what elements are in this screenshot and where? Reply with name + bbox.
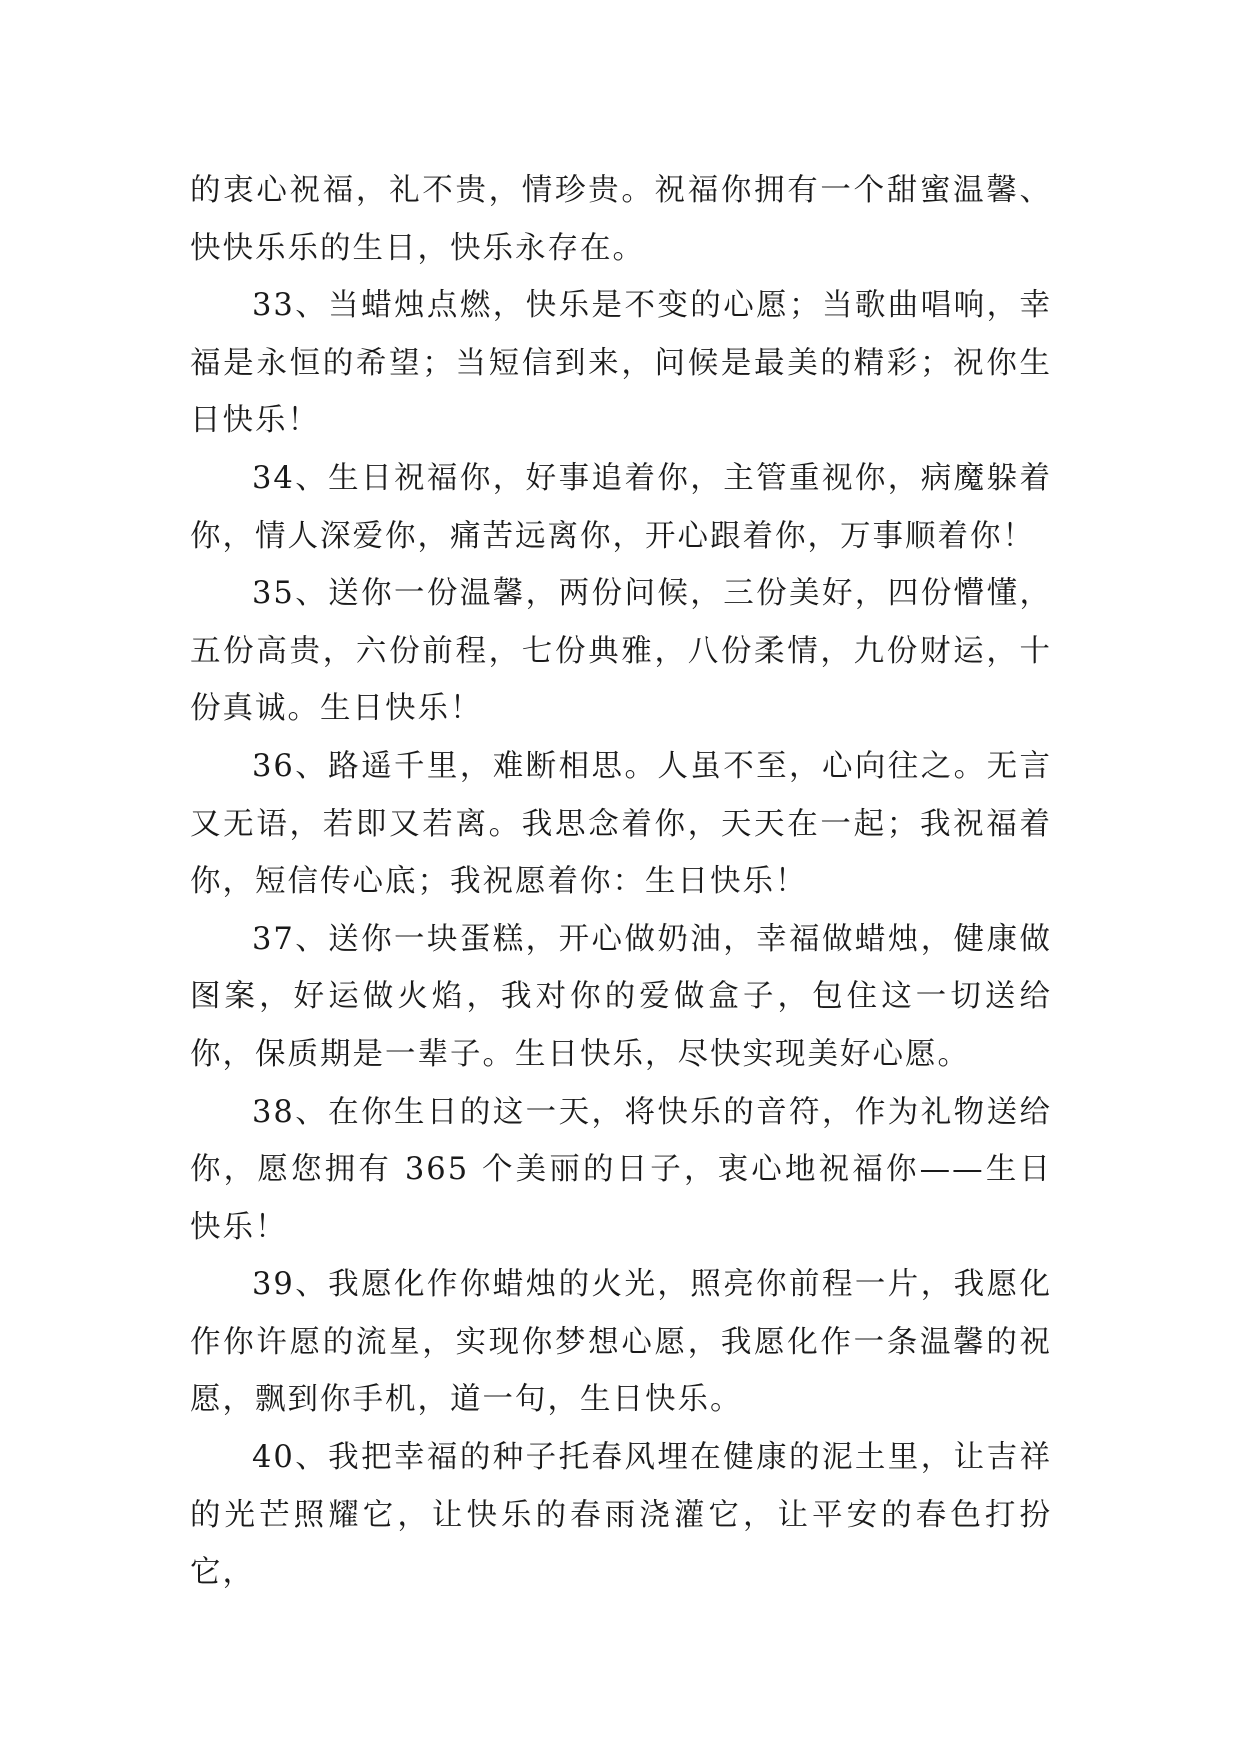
- paragraph-35: 35、送你一份温馨，两份问候，三份美好，四份懵懂，五份高贵，六份前程，七份典雅，八份柔情，九份财运，十份真诚。生日快乐！: [190, 576, 1052, 727]
- paragraph-40: 40、我把幸福的种子托春风埋在健康的泥土里，让吉祥的光芒照耀它，让快乐的春雨浇灌它，让平安的春色打扮它，: [190, 1440, 1052, 1591]
- body-text: [190, 162, 1052, 1602]
- paragraph-38: 38、在你生日的这一天，将快乐的音符，作为礼物送给你，愿您拥有 365 个美丽的日子，衷心地祝福你——生日快乐！: [190, 1094, 1052, 1245]
- paragraph-37: 37、送你一块蛋糕，开心做奶油，幸福做蜡烛，健康做图案，好运做火焰，我对你的爱做盒子，包住这一切送给你，保质期是一辈子。生日快乐，尽快实现美好心愿。: [190, 921, 1052, 1072]
- paragraph-36: 36、路遥千里，难断相思。人虽不至，心向往之。无言又无语，若即又若离。我思念着你，天天在一起；我祝福着你，短信传心底；我祝愿着你：生日快乐！: [190, 748, 1052, 900]
- paragraph-33: 33、当蜡烛点燃，快乐是不变的心愿；当歌曲唱响，幸福是永恒的希望；当短信到来，问候是最美的精彩；祝你生日快乐！: [190, 288, 1052, 439]
- paragraph-34: 34、生日祝福你，好事追着你，主管重视你，病魔躲着你，情人深爱你，痛苦远离你，开心跟着你，万事顺着你！: [190, 460, 1052, 554]
- paragraph-continuation: 的衷心祝福，礼不贵，情珍贵。祝福你拥有一个甜蜜温馨、快快乐乐的生日，快乐永存在。: [190, 173, 1052, 266]
- paragraph-39: 39、我愿化作你蜡烛的火光，照亮你前程一片，我愿化作你许愿的流星，实现你梦想心愿，我愿化作一条温馨的祝愿，飘到你手机，道一句，生日快乐。: [190, 1267, 1052, 1418]
